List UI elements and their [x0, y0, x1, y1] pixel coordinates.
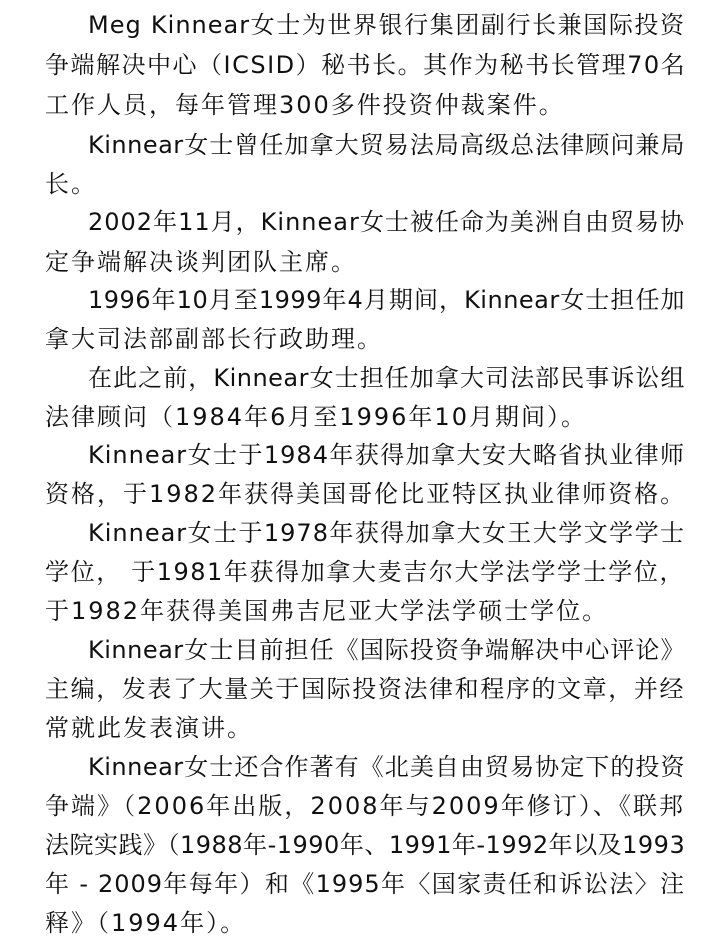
- paragraph-6-line-1: Kinnear女士于1984年获得加拿大安大略省执业律师: [88, 441, 685, 469]
- paragraph-7-line-1: Kinnear女士于1978年获得加拿大女王大学文学学士: [88, 519, 685, 547]
- paragraph-4-line-1: 1996年10月至1999年4月期间，Kinnear女士担任加: [88, 286, 685, 314]
- paragraph-9-line-3: 法院实践》（1988年-1990年、1991年-1992年以及1993: [45, 831, 686, 859]
- paragraph-2-line-1: Kinnear女士曾任加拿大贸易法局高级总法律顾问兼局: [88, 131, 685, 159]
- paragraph-1-line-2: 争端解决中心（ICSID）秘书长。其作为秘书长管理70名: [45, 51, 687, 79]
- paragraph-8-line-3: 常就此发表演讲。: [45, 714, 253, 742]
- paragraph-3-line-1: 2002年11月，Kinnear女士被任命为美洲自由贸易协: [88, 208, 685, 236]
- paragraph-6-line-2: 资格，于1982年获得美国哥伦比亚特区执业律师资格。: [45, 480, 687, 508]
- paragraph-9-line-4: 年 - 2009年每年）和《1995年〈国家责任和诉讼法〉注: [45, 870, 685, 898]
- paragraph-8-line-1: Kinnear女士目前担任《国际投资争端解决中心评论》: [88, 636, 685, 664]
- paragraph-3-line-2: 定争端解决谈判团队主席。: [45, 248, 357, 276]
- paragraph-1-line-3: 工作人员，每年管理300多件投资仲裁案件。: [45, 91, 565, 119]
- paragraph-9-line-1: Kinnear女士还合作著有《北美自由贸易协定下的投资: [88, 753, 685, 781]
- paragraph-5-line-1: 在此之前，Kinnear女士担任加拿大司法部民事诉讼组: [88, 364, 685, 392]
- paragraph-7-line-3: 于1982年获得美国弗吉尼亚大学法学硕士学位。: [45, 597, 609, 625]
- paragraph-4-line-2: 拿大司法部副部长行政助理。: [45, 325, 383, 353]
- paragraph-1-line-1: Meg Kinnear女士为世界银行集团副行长兼国际投资: [88, 11, 685, 39]
- paragraph-2-line-2: 长。: [45, 170, 97, 198]
- paragraph-7-line-2: 学位， 于1981年获得加拿大麦吉尔大学法学学士学位，: [45, 558, 685, 586]
- paragraph-9-line-5: 释》（1994年）。: [45, 909, 247, 937]
- paragraph-5-line-2: 法律顾问（1984年6月至1996年10月期间）。: [45, 403, 587, 431]
- paragraph-8-line-2: 主编，发表了大量关于国际投资法律和程序的文章，并经: [45, 675, 685, 703]
- paragraph-9-line-2: 争端》（2006年出版，2008年与2009年修订）、《联邦: [45, 792, 685, 820]
